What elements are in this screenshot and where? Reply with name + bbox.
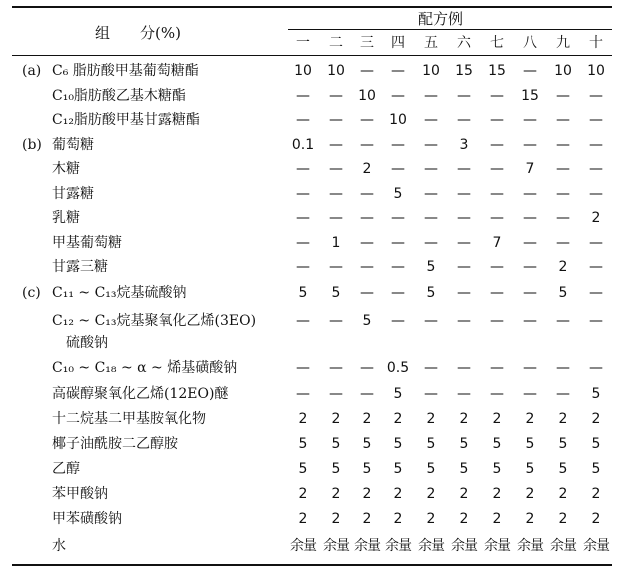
value-cell: 2 [426, 411, 436, 427]
value-cell: 2 [298, 511, 308, 527]
value-cell: 5 [362, 436, 372, 452]
column-header: 十 [589, 35, 603, 51]
value-dash: — [490, 285, 504, 301]
value-dash: — [490, 210, 504, 226]
value-dash: — [589, 285, 603, 301]
value-dash: — [329, 186, 343, 202]
value-cell: 2 [362, 486, 372, 502]
column-header: 七 [490, 35, 504, 51]
value-dash: — [457, 259, 471, 275]
value-dash: — [457, 285, 471, 301]
value-cell: 2 [426, 486, 436, 502]
value-cell: 2 [393, 486, 403, 502]
value-cell: 2 [591, 511, 601, 527]
value-cell: 2 [558, 411, 568, 427]
column-header: 九 [556, 35, 570, 51]
value-dash: — [296, 313, 310, 329]
value-dash: — [424, 137, 438, 153]
value-dash: — [523, 186, 537, 202]
component-label: C₁₁ ~ C₁₃烷基硫酸钠 [52, 285, 187, 301]
value-dash: — [556, 186, 570, 202]
value-dash: — [556, 313, 570, 329]
value-dash: — [523, 386, 537, 402]
value-cell: 2 [298, 486, 308, 502]
value-cell: 5 [393, 436, 403, 452]
value-cell: 5 [298, 461, 308, 477]
value-cell: 2 [591, 411, 601, 427]
column-header: 六 [457, 35, 471, 51]
value-cell: 2 [525, 511, 535, 527]
component-label: 乳糖 [52, 210, 80, 226]
value-dash: — [490, 386, 504, 402]
value-cell: 余量 [418, 538, 444, 554]
value-dash: — [589, 259, 603, 275]
value-cell: 2 [331, 511, 341, 527]
value-dash: — [589, 235, 603, 251]
value-cell: 2 [331, 411, 341, 427]
value-dash: — [391, 161, 405, 177]
value-dash: — [556, 360, 570, 376]
value-cell: 2 [525, 411, 535, 427]
value-dash: — [391, 285, 405, 301]
value-cell: 2 [591, 210, 601, 226]
value-cell: 2 [459, 511, 469, 527]
value-dash: — [296, 210, 310, 226]
component-label: 十二烷基二甲基胺氧化物 [52, 411, 206, 427]
value-dash: — [360, 235, 374, 251]
group-marker: (c) [22, 285, 41, 301]
value-cell: 余量 [484, 538, 510, 554]
value-cell: 5 [331, 285, 341, 301]
value-cell: 5 [298, 436, 308, 452]
value-cell: 5 [426, 285, 436, 301]
value-cell: 余量 [583, 538, 609, 554]
value-cell: 5 [362, 461, 372, 477]
component-label-cont: 硫酸钠 [66, 335, 108, 351]
value-dash: — [424, 186, 438, 202]
value-dash: — [391, 259, 405, 275]
value-dash: — [391, 137, 405, 153]
value-dash: — [329, 210, 343, 226]
value-dash: — [360, 137, 374, 153]
column-header: 八 [523, 35, 537, 51]
value-cell: 2 [331, 486, 341, 502]
column-header: 二 [329, 35, 343, 51]
value-dash: — [556, 210, 570, 226]
value-dash: — [589, 360, 603, 376]
value-dash: — [360, 186, 374, 202]
value-cell: 15 [488, 63, 506, 79]
value-cell: 5 [459, 461, 469, 477]
value-dash: — [360, 360, 374, 376]
component-label: 甲基葡萄糖 [52, 235, 122, 251]
example-group-header: 配方例 [418, 10, 464, 28]
column-header: 一 [296, 35, 310, 51]
value-dash: — [523, 112, 537, 128]
value-dash: — [457, 235, 471, 251]
value-cell: 10 [294, 63, 312, 79]
value-dash: — [556, 161, 570, 177]
value-dash: — [556, 386, 570, 402]
value-cell: 5 [331, 461, 341, 477]
value-dash: — [424, 235, 438, 251]
value-cell: 2 [525, 486, 535, 502]
value-dash: — [329, 386, 343, 402]
component-label: C₁₀ ~ C₁₈ ~ α ~ 烯基磺酸钠 [52, 360, 238, 376]
component-label: 葡萄糖 [52, 137, 94, 153]
value-cell: 余量 [451, 538, 477, 554]
value-dash: — [329, 88, 343, 104]
value-cell: 2 [492, 511, 502, 527]
value-cell: 2 [298, 411, 308, 427]
value-cell: 余量 [385, 538, 411, 554]
component-label: 甘露三糖 [52, 259, 108, 275]
value-dash: — [457, 88, 471, 104]
value-cell: 5 [492, 461, 502, 477]
value-cell: 1 [331, 235, 341, 251]
value-dash: — [329, 161, 343, 177]
value-cell: 2 [492, 486, 502, 502]
value-dash: — [589, 88, 603, 104]
value-cell: 2 [492, 411, 502, 427]
value-dash: — [457, 360, 471, 376]
value-dash: — [457, 112, 471, 128]
value-dash: — [424, 386, 438, 402]
value-dash: — [296, 88, 310, 104]
value-dash: — [360, 386, 374, 402]
value-cell: 5 [298, 285, 308, 301]
value-cell: 2 [558, 486, 568, 502]
value-dash: — [296, 259, 310, 275]
column-header: 三 [360, 35, 374, 51]
value-dash: — [589, 137, 603, 153]
value-dash: — [424, 313, 438, 329]
value-cell: 5 [525, 461, 535, 477]
value-cell: 余量 [323, 538, 349, 554]
value-dash: — [523, 63, 537, 79]
value-cell: 5 [558, 285, 568, 301]
value-dash: — [490, 313, 504, 329]
value-cell: 余量 [517, 538, 543, 554]
value-cell: 5 [331, 436, 341, 452]
value-cell: 5 [393, 386, 403, 402]
value-dash: — [490, 360, 504, 376]
value-dash: — [360, 285, 374, 301]
value-dash: — [424, 360, 438, 376]
value-cell: 5 [426, 259, 436, 275]
value-cell: 5 [591, 436, 601, 452]
value-dash: — [490, 112, 504, 128]
component-label: 高碳醇聚氧化乙烯(12EO)醚 [52, 386, 229, 402]
value-dash: — [457, 161, 471, 177]
value-dash: — [360, 259, 374, 275]
value-cell: 5 [393, 186, 403, 202]
value-dash: — [523, 360, 537, 376]
value-dash: — [296, 386, 310, 402]
value-dash: — [329, 259, 343, 275]
value-dash: — [424, 88, 438, 104]
value-cell: 5 [558, 436, 568, 452]
value-dash: — [589, 186, 603, 202]
value-dash: — [329, 112, 343, 128]
component-label: 甘露糖 [52, 186, 94, 202]
value-dash: — [490, 259, 504, 275]
value-dash: — [391, 210, 405, 226]
component-label: 水 [52, 538, 66, 554]
value-dash: — [296, 235, 310, 251]
value-dash: — [523, 137, 537, 153]
header-column-group-rule [288, 29, 612, 30]
value-dash: — [457, 313, 471, 329]
column-header: 五 [424, 35, 438, 51]
component-label: C₁₂ ~ C₁₃烷基聚氧化乙烯(3EO) [52, 313, 257, 329]
group-marker: (b) [22, 137, 42, 153]
value-dash: — [296, 161, 310, 177]
component-label: C₁₂脂肪酸甲基甘露糖酯 [52, 112, 200, 128]
value-cell: 2 [393, 411, 403, 427]
value-cell: 10 [422, 63, 440, 79]
value-cell: 10 [358, 88, 376, 104]
value-cell: 2 [459, 486, 469, 502]
value-cell: 2 [362, 511, 372, 527]
value-cell: 余量 [550, 538, 576, 554]
value-cell: 10 [389, 112, 407, 128]
value-dash: — [424, 112, 438, 128]
value-cell: 3 [459, 137, 469, 153]
value-dash: — [329, 137, 343, 153]
component-header: 组 分(%) [95, 24, 181, 42]
value-dash: — [589, 313, 603, 329]
component-label: 甲苯磺酸钠 [52, 511, 122, 527]
value-dash: — [391, 88, 405, 104]
value-cell: 0.5 [386, 360, 410, 376]
value-cell: 7 [525, 161, 535, 177]
value-cell: 15 [455, 63, 473, 79]
table-bottom-rule [12, 564, 612, 566]
value-dash: — [391, 313, 405, 329]
value-cell: 10 [327, 63, 345, 79]
value-cell: 2 [459, 411, 469, 427]
column-header: 四 [391, 35, 405, 51]
value-dash: — [589, 161, 603, 177]
table-top-rule [12, 6, 612, 8]
value-cell: 5 [591, 386, 601, 402]
value-dash: — [523, 235, 537, 251]
value-cell: 2 [558, 259, 568, 275]
value-cell: 2 [362, 161, 372, 177]
value-cell: 5 [426, 436, 436, 452]
value-cell: 7 [492, 235, 502, 251]
value-dash: — [329, 313, 343, 329]
value-dash: — [296, 112, 310, 128]
value-dash: — [457, 210, 471, 226]
value-dash: — [424, 210, 438, 226]
value-dash: — [296, 186, 310, 202]
value-cell: 5 [591, 461, 601, 477]
value-dash: — [556, 137, 570, 153]
value-dash: — [556, 235, 570, 251]
header-bottom-rule [12, 55, 612, 56]
value-cell: 15 [521, 88, 539, 104]
value-cell: 5 [393, 461, 403, 477]
component-label: 苯甲酸钠 [52, 486, 108, 502]
value-dash: — [490, 186, 504, 202]
value-cell: 5 [525, 436, 535, 452]
value-cell: 0.1 [291, 137, 315, 153]
value-dash: — [556, 112, 570, 128]
value-dash: — [523, 259, 537, 275]
value-dash: — [523, 210, 537, 226]
value-cell: 5 [426, 461, 436, 477]
value-dash: — [360, 112, 374, 128]
component-label: 木糖 [52, 161, 80, 177]
value-dash: — [490, 137, 504, 153]
value-cell: 余量 [290, 538, 316, 554]
value-cell: 5 [362, 313, 372, 329]
value-dash: — [523, 285, 537, 301]
component-label: C₆ 脂肪酸甲基葡萄糖酯 [52, 63, 199, 79]
value-dash: — [391, 235, 405, 251]
value-dash: — [589, 112, 603, 128]
value-cell: 2 [393, 511, 403, 527]
value-dash: — [457, 186, 471, 202]
group-marker: (a) [22, 63, 42, 79]
component-label: C₁₀脂肪酸乙基木糖酯 [52, 88, 186, 104]
value-cell: 余量 [354, 538, 380, 554]
value-cell: 2 [591, 486, 601, 502]
value-dash: — [360, 63, 374, 79]
value-dash: — [391, 63, 405, 79]
value-cell: 5 [558, 461, 568, 477]
value-dash: — [296, 360, 310, 376]
value-dash: — [457, 386, 471, 402]
value-dash: — [490, 88, 504, 104]
component-label: 乙醇 [52, 461, 80, 477]
value-cell: 10 [554, 63, 572, 79]
value-cell: 2 [362, 411, 372, 427]
value-dash: — [360, 210, 374, 226]
value-dash: — [424, 161, 438, 177]
value-cell: 10 [587, 63, 605, 79]
value-cell: 2 [426, 511, 436, 527]
value-dash: — [523, 313, 537, 329]
value-dash: — [329, 360, 343, 376]
value-dash: — [556, 88, 570, 104]
value-cell: 2 [558, 511, 568, 527]
value-cell: 5 [459, 436, 469, 452]
component-label: 椰子油酰胺二乙醇胺 [52, 436, 178, 452]
value-cell: 5 [492, 436, 502, 452]
value-dash: — [490, 161, 504, 177]
